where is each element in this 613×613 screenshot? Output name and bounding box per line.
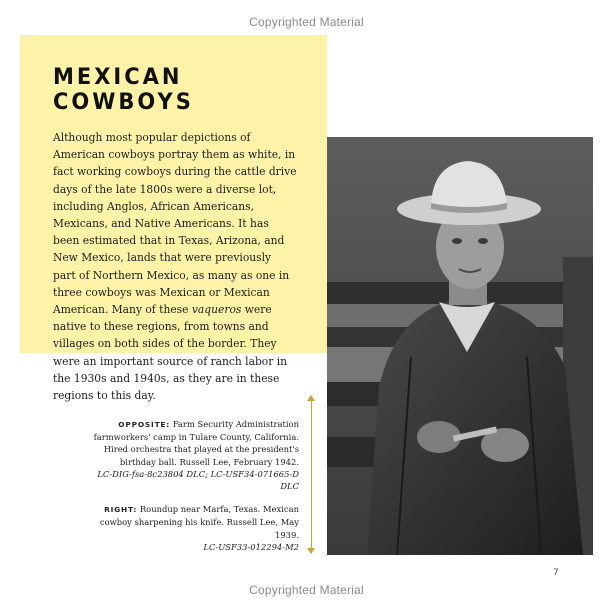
sidebar-body: [53, 129, 297, 404]
watermark-bottom: Copyrighted Material: [249, 583, 364, 597]
arrow-up-icon: [307, 395, 315, 401]
caption-rule: [311, 400, 312, 550]
caption-right: [80, 503, 299, 553]
sidebar-box: [20, 35, 327, 403]
sidebar-title: MEXICAN COWBOYS: [53, 63, 194, 115]
caption-label: OPPOSITE:: [118, 420, 171, 429]
cowboy-photo-illustration: [327, 137, 593, 555]
caption-text: Roundup near Marfa, Texas. Mexican cowboy sharpening his knife. Russell Lee, May 1939.: [99, 504, 299, 540]
cowboy-photo: [327, 137, 593, 555]
sidebar-body-emphasis: vaqueros: [191, 303, 242, 317]
page-number: 7: [553, 568, 559, 578]
sidebar-body-part1: Although most popular depictions of American cowboys portray them as white, in fact working cowboys during the cattle drive days of the late 1800s were a diverse lot, including Anglos, African Americans, Mexicans, and Native Americans. It has been estimated that in Texas, Arizona, and New Mexico, lands that were previously part of Northern Mexico, as many as one in three cowboys was Mexican or Mexican American. Many of these: [53, 131, 297, 317]
watermark-top: Copyrighted Material: [249, 15, 364, 29]
arrow-down-icon: [307, 548, 315, 554]
sidebar-body-part2: were native to these regions, from towns and villages on both sides of the border. They were an important source of ranch labor in the 1930s and 1940s, as they are in these regions to this day.: [53, 303, 288, 403]
caption-opposite: [80, 418, 299, 492]
caption-text: Farm Security Administration farmworkers' camp in Tulare County, California. Hired orchestra that played at the president's birthday ball. Russell Lee, February 1942.: [93, 419, 299, 467]
photo-captions: [80, 418, 299, 564]
caption-label: RIGHT:: [104, 505, 138, 515]
caption-credit: LC-DIG-fsa-8c23804 DLC; LC-USF34-071665-D DLC: [97, 468, 299, 492]
caption-credit: LC-USF33-012294-M2: [203, 541, 299, 552]
